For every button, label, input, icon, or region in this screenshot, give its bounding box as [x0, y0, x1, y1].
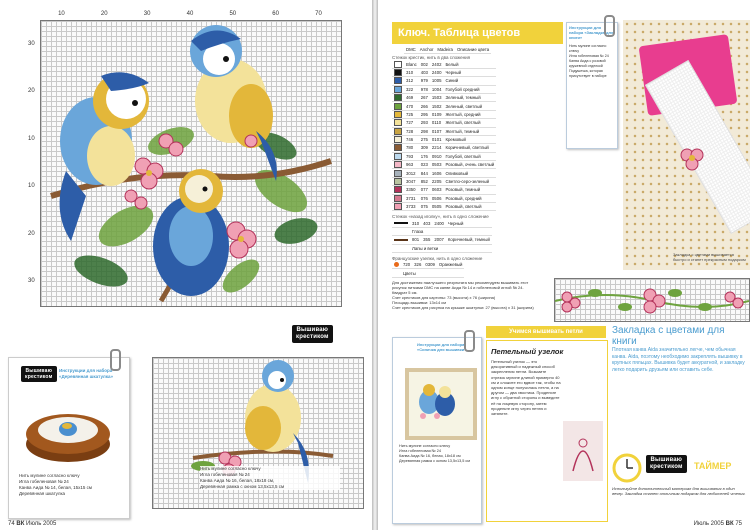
dmc-cell: 469 — [404, 93, 419, 101]
kit-line: Нить мулине согласно ключу — [399, 444, 451, 448]
table-row — [392, 261, 464, 269]
usage-cell: Лапы и ветки — [410, 244, 492, 252]
madeira-cell: 0506 — [431, 195, 442, 201]
name-cell: Желтый, средний — [443, 110, 496, 118]
name-cell: Синий — [443, 77, 496, 85]
usage-cell: Глаза — [410, 227, 492, 235]
right-page — [378, 0, 750, 530]
madeira-cell: 1606 — [431, 170, 442, 176]
table-row — [392, 60, 496, 68]
color-swatch — [394, 111, 402, 118]
table-row — [392, 186, 496, 194]
bookmark-photo — [623, 20, 750, 270]
anchor-cell: 355 — [423, 237, 431, 243]
issue-date: Июль 2005 — [26, 521, 57, 527]
axis-label: 30 — [143, 11, 151, 17]
madeira-cell: 1005 — [431, 78, 442, 84]
logo-line: Вышиваю — [650, 457, 683, 463]
dmc-cell: 3047 — [404, 177, 419, 185]
name-cell: Оливковый — [443, 169, 496, 177]
pendant-kit-card — [8, 357, 130, 519]
madeira-cell: 0110 — [430, 119, 444, 127]
madeira-cell: 2205 — [431, 179, 442, 185]
bird-kit-badge: Инструкции для набора «Синичка для вышивки» — [417, 342, 467, 352]
table-row — [392, 93, 496, 101]
table-row — [392, 102, 496, 110]
madeira-cell: 0107 — [431, 128, 442, 134]
framed-bird-image — [409, 372, 465, 428]
logo-line: крестиком — [296, 334, 329, 340]
dmc-cell: 310 — [412, 220, 420, 226]
section-knots: Французские узелки, нить в одно сложение — [392, 255, 483, 261]
axis-label: 50 — [229, 11, 237, 17]
pendant-kit-info — [19, 473, 92, 497]
page-footer-right — [694, 521, 742, 527]
table-row — [392, 110, 496, 118]
dmc-cell: 322 — [404, 85, 419, 93]
kit-line: Канва Аида № 16, белая, 18х18 см, — [200, 478, 275, 483]
anchor-cell: 978 — [420, 86, 428, 92]
section-backstitch: Стежок «назад иголку», нить в одно сложение — [392, 214, 489, 220]
color-swatch — [394, 94, 402, 101]
timer-logo — [646, 455, 687, 473]
madeira-cell: 1503 — [431, 95, 442, 101]
color-key — [392, 46, 562, 310]
anchor-cell: 075 — [420, 204, 428, 210]
note-line: Для достижения наилучшего результата мы рекомендуем вышивать этот — [392, 279, 529, 285]
table-row — [392, 194, 496, 202]
note-line: Площадь вышивки: 13х14 см — [392, 299, 447, 305]
kit-line: Игла гобеленовая № 24 — [200, 472, 250, 477]
color-swatch — [394, 103, 402, 110]
key-header-row — [404, 46, 491, 54]
page-number: 75 — [735, 521, 742, 527]
axis-label: 10 — [58, 11, 65, 17]
kit-line: Подушечка, которая присутствует в наборе — [569, 69, 607, 78]
dmc-cell: 3731 — [404, 194, 419, 202]
dmc-cell: 728 — [404, 127, 419, 135]
axis-left — [28, 20, 35, 305]
name-cell: Коричневый, темный — [447, 237, 490, 243]
dmc-cell: 727 — [404, 119, 419, 127]
anchor-cell: 298 — [420, 128, 428, 134]
lesson-bar: Учимся вышивать петли — [486, 326, 606, 338]
table-row — [392, 244, 492, 252]
bookmark-text: Плотная канва Aida значительно легче, чем обычная канва. Aida, поэтому необходимо закреплять вышивку в крупных пяльцах. Вышивка будет аккуратной, и закладку легко подарить друзьям или оставить себе. — [612, 347, 745, 373]
wooden-box-image — [23, 396, 113, 466]
table-row — [392, 119, 496, 127]
madeira-cell: 0309 — [425, 262, 435, 268]
axis-label: 20 — [28, 88, 35, 95]
dmc-cell: 963 — [404, 161, 419, 169]
paperclip-icon — [110, 349, 121, 371]
bookmark-title: Закладка с цветами для книги — [612, 325, 725, 347]
issue-date: Июль 2005 — [693, 521, 724, 527]
table-row — [392, 144, 496, 152]
anchor-cell: 275 — [420, 137, 428, 143]
name-cell: Розовый, средний — [443, 194, 496, 202]
key-title: Ключ. Таблица цветов — [392, 22, 563, 44]
color-swatch — [394, 69, 402, 76]
color-swatch — [394, 119, 402, 126]
paperclip-icon — [464, 330, 475, 352]
framed-picture — [405, 368, 477, 440]
name-cell: Голубой, светлый — [443, 152, 496, 160]
col-header: Описание цвета — [456, 47, 490, 53]
dmc-cell: Blanc — [406, 61, 417, 67]
madeira-cell: 2214 — [431, 145, 442, 151]
table-row — [392, 77, 496, 85]
kit-line: Канва Аида № 16, белая, 18х18 см — [399, 454, 461, 458]
color-key-table — [404, 46, 491, 54]
knot-swatch — [394, 262, 399, 267]
madeira-cell: 0603 — [431, 187, 442, 193]
name-cell: Желтый, темный — [443, 127, 496, 135]
axis-label: 10 — [28, 135, 35, 142]
anchor-cell: 326 — [414, 262, 422, 268]
col-header: Anchor — [419, 47, 434, 53]
anchor-cell: 403 — [423, 220, 431, 226]
anchor-cell: 295 — [420, 111, 428, 117]
axis-label: 10 — [28, 183, 35, 190]
table-row — [392, 269, 464, 277]
color-swatch — [394, 128, 402, 135]
table-row — [392, 169, 496, 177]
anchor-cell: 023 — [420, 162, 428, 168]
table-row — [392, 236, 492, 244]
note-line: Счет крестиков для рисунка на крышке шкатулки: 27 (высота) х 31 (ширина) — [392, 304, 534, 310]
line-swatch — [394, 239, 408, 241]
kit-line: Деревянная рамка с окном 13,5х13,5 см — [200, 484, 285, 489]
bird-kit-info — [399, 444, 479, 464]
anchor-cell: 403 — [420, 69, 428, 75]
table-row — [392, 177, 496, 185]
color-swatch — [394, 195, 402, 202]
dmc-cell: 725 — [404, 110, 419, 118]
madeira-cell: 0910 — [431, 153, 442, 159]
madeira-cell: 0503 — [431, 162, 442, 168]
note-line: Счет крестиков для картины: 73 (высота) х 76 (ширина) — [392, 294, 496, 300]
dmc-cell: 746 — [404, 135, 419, 143]
logo-line: крестиком — [25, 374, 53, 380]
color-swatch — [394, 136, 402, 143]
key-note — [392, 280, 562, 310]
table-row — [392, 219, 492, 227]
table-row — [392, 161, 496, 169]
section-cross: Стежок крестик, нить в два сложения — [392, 55, 471, 61]
table-row — [392, 203, 496, 211]
anchor-cell: 176 — [420, 153, 428, 159]
kit-line: Игла гобеленовая № 24 — [569, 54, 609, 58]
table-row — [392, 227, 492, 235]
flower-motif — [673, 145, 713, 175]
color-swatch — [394, 186, 402, 193]
color-swatch — [394, 144, 402, 151]
lesson-box — [486, 340, 608, 522]
line-swatch — [394, 222, 408, 224]
card-logo — [21, 366, 57, 382]
axis-top — [40, 11, 340, 17]
madeira-cell: 2007 — [434, 237, 444, 243]
backstitch-rows — [392, 219, 492, 253]
axis-label: 20 — [28, 230, 35, 237]
madeira-cell: 1004 — [431, 86, 442, 92]
name-cell: Белый — [443, 60, 496, 68]
anchor-cell: 293 — [420, 120, 428, 126]
kit-line: Канва Аида № 14, белая, 15х15 см — [19, 485, 92, 490]
name-cell: Черный — [443, 68, 496, 76]
main-cross-stitch-chart — [40, 20, 342, 307]
logo-line: Вышиваю — [296, 327, 329, 333]
usage-cell: Цветы — [401, 269, 464, 277]
dmc-cell: 3733 — [404, 203, 419, 211]
timer-text: Используйте дополнительный материал для вышивания в один вечер. Закладка станет отличным подарком для любителей чтения. — [612, 486, 746, 496]
color-rows — [392, 60, 496, 211]
col-header: DMC — [406, 47, 416, 53]
madeira-cell: 0505 — [431, 204, 442, 210]
page-number: 74 — [8, 521, 15, 527]
color-swatch — [394, 86, 402, 93]
dmc-cell: 310 — [404, 68, 419, 76]
anchor-cell: 077 — [420, 187, 428, 193]
name-cell: Желтый, светлый — [443, 119, 496, 127]
name-cell: Зеленый, темный — [443, 93, 496, 101]
kit-line: Нить мулине согласно ключу — [200, 466, 261, 471]
page-footer-left — [8, 521, 56, 527]
madeira-cell: 2402 — [431, 61, 442, 67]
brand-logo — [292, 325, 333, 343]
magazine-mark: ВК — [16, 521, 25, 527]
anchor-cell: 852 — [420, 179, 428, 185]
name-cell: Черный — [446, 219, 492, 227]
pendant-kit-badge: Инструкции для набора «Деревянная шкатулка» — [59, 368, 114, 379]
dmc-cell: 3012 — [404, 169, 419, 177]
axis-label: 30 — [28, 40, 35, 47]
kit-line: Игла гобеленовая № 24 — [19, 479, 69, 484]
anchor-cell: 844 — [420, 170, 428, 176]
logo-line: крестиком — [650, 464, 683, 470]
madeira-cell: 2400 — [434, 220, 444, 226]
lesson-title: Петельный узелок — [491, 347, 564, 356]
left-page — [0, 0, 372, 530]
anchor-cell: 002 — [420, 61, 428, 67]
name-cell: Зеленый, светлый — [443, 102, 496, 110]
dmc-cell: 470 — [404, 102, 419, 110]
bookmark-kit-badge: Инструкции для набора «Закладка для книги» — [569, 25, 614, 40]
border-pattern-image — [555, 279, 749, 321]
axis-label: 20 — [100, 11, 108, 17]
dmc-cell: 720 — [403, 262, 411, 268]
note-line: Квадрат 5 см. — [392, 289, 418, 295]
name-cell: Розовый, темный — [443, 186, 496, 194]
anchor-cell: 267 — [420, 95, 428, 101]
kit-line: Канва Аида с розовой кружевной отделкой — [569, 59, 606, 68]
name-cell: Голубой средний — [443, 85, 496, 93]
anchor-cell: 979 — [420, 78, 428, 84]
color-swatch — [394, 61, 402, 68]
madeira-cell: 0109 — [431, 111, 442, 117]
note-line: рисунок нитками DMC на канве Аида № 14 и гобеленовой иглой № 24. — [392, 284, 524, 290]
color-swatch — [394, 170, 402, 177]
name-cell: Кремовый — [443, 135, 496, 143]
axis-label: 30 — [28, 278, 35, 285]
color-swatch — [394, 178, 402, 185]
name-cell: Розовый, очень светлый — [445, 162, 495, 168]
dmc-cell: 801 — [412, 237, 420, 243]
bookmark-border-chart — [554, 278, 750, 322]
bookmark-kit-card — [566, 22, 618, 149]
kit-line: Нить мулине согласно ключу — [569, 44, 607, 53]
table-row — [392, 135, 496, 143]
kit-line: Деревянная рамка с окном 13,5х13,5 см — [399, 459, 470, 463]
kit-line: Деревянная шкатулка — [19, 491, 66, 496]
paperclip-icon — [604, 15, 615, 37]
table-row — [392, 68, 496, 76]
table-row — [392, 127, 496, 135]
axis-label: 60 — [272, 11, 279, 17]
bookmark-kit-info — [567, 42, 617, 81]
axis-label: 70 — [315, 11, 322, 17]
kit-line: Игла гобеленовая № 24 — [399, 449, 442, 453]
knot-rows — [392, 261, 464, 278]
dmc-cell: 793 — [404, 152, 419, 160]
anchor-cell: 266 — [420, 103, 428, 109]
madeira-cell: 0101 — [431, 137, 442, 143]
name-cell: Коричневый, светлый — [443, 144, 496, 152]
knot-illustration — [563, 421, 603, 481]
table-row — [392, 85, 496, 93]
name-cell: Розовый, светлый — [443, 203, 496, 211]
lesson-text: Петельный узелок — это декоративный и надежный способ закрепления петли. Возьмите отрезок мулине длиной примерно 40 см и сложите его вдвое так, чтобы на одном конце получилась петля, а на другом — два хвостика. Проденьте иглу с обратной стороны и выведите её на лицевую сторону, затем проденьте иглу через петлю и затяните. — [491, 359, 561, 417]
dmc-cell: 3350 — [404, 186, 419, 194]
madeira-cell: 1502 — [431, 103, 442, 109]
magazine-mark: ВК — [725, 521, 734, 527]
anchor-cell: 309 — [420, 145, 428, 151]
col-header: Madeira — [437, 47, 453, 53]
dmc-cell: 312 — [404, 77, 419, 85]
color-swatch — [394, 161, 402, 168]
color-swatch — [394, 203, 402, 210]
anchor-cell: 076 — [420, 195, 428, 201]
bird-chart-image — [41, 21, 341, 306]
table-row — [392, 152, 496, 160]
color-swatch — [394, 77, 402, 84]
logo-line: Вышиваю — [25, 368, 53, 374]
timer-word: ТАЙМЕР — [694, 461, 732, 471]
madeira-cell: 2400 — [431, 69, 442, 75]
axis-label: 40 — [186, 11, 194, 17]
name-cell: Оранжевый — [438, 262, 463, 268]
name-cell: Светло-серо-зеленый — [443, 177, 496, 185]
color-swatch — [394, 153, 402, 160]
clock-icon — [612, 453, 642, 483]
dmc-cell: 780 — [404, 144, 419, 152]
kit-line: Нить мулине согласно ключу — [19, 473, 80, 478]
photo-caption: Закладка с цветами вышивается быстро и станет прекрасным подарком — [673, 252, 746, 262]
frame-kit-info — [200, 466, 340, 490]
bird-kit-card — [392, 337, 482, 524]
